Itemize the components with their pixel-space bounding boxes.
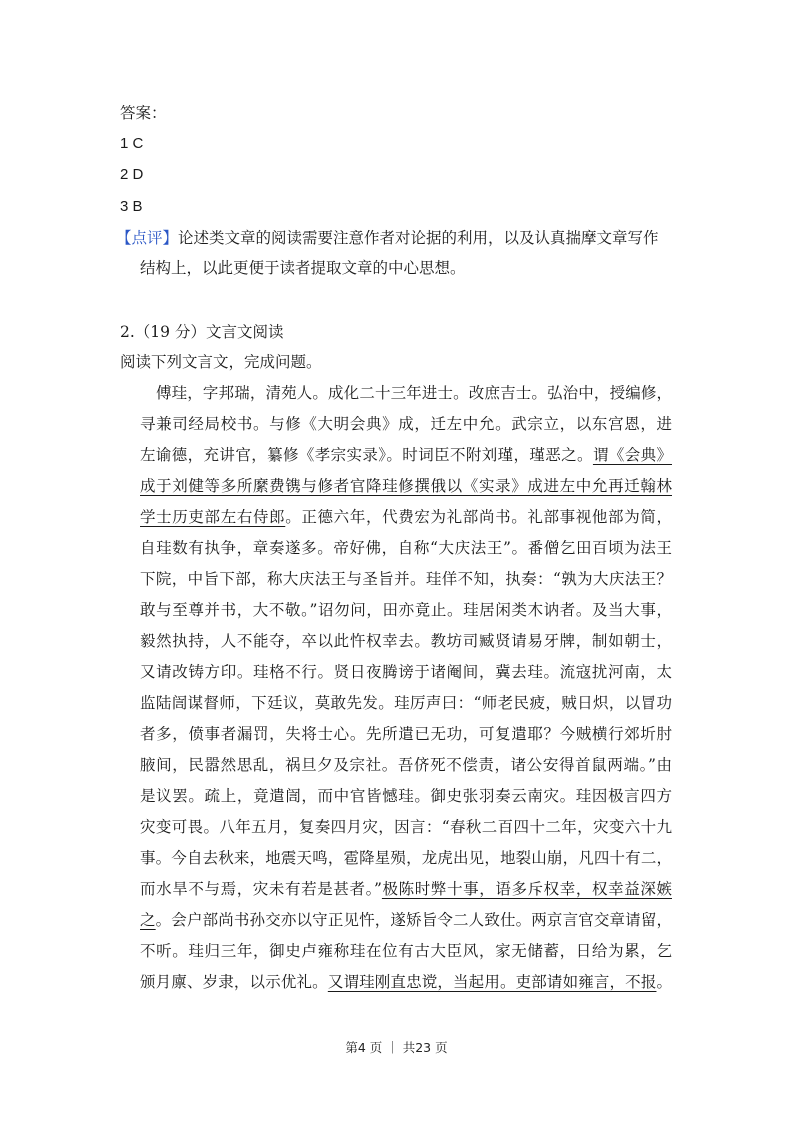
page-footer: 第4 页 ｜ 共23 页	[345, 1040, 448, 1055]
passage-line	[140, 445, 672, 465]
question-instruction: 阅读下列文言文，完成问题。	[120, 353, 322, 371]
passage-line: 者多，偾事者漏罚，失将士心。先所遣已无功，可复遣耶？今贼横行郊圻肘	[140, 725, 672, 743]
passage-line	[140, 972, 672, 992]
underlined-sentence: 之	[140, 911, 156, 929]
passage-line	[140, 879, 672, 899]
underlined-sentence: 学士历吏部左右侍郎	[140, 508, 286, 526]
passage-line: 寻兼司经局校书。与修《大明会典》成，迁左中允。武宗立，以东宫恩，进	[140, 415, 672, 433]
passage-line: 成于刘健等多所縻费镌与修者官降珪修撰俄以《实录》成进左中允再迁翰林	[140, 477, 672, 495]
answer-item-2: 2 D	[120, 166, 144, 183]
question-title: 2.（19 分）文言文阅读	[120, 323, 284, 341]
underlined-sentence: 又谓珪刚直忠谠，当起用。吏部请如雍言，不报	[327, 973, 657, 991]
answer-item-1: 1 C	[120, 135, 144, 152]
passage-text: 。正德六年，代费宏为礼部尚书。礼部事视他部为简，	[285, 508, 672, 526]
passage-line: 敢与至尊并书，大不敬。”诏勿问，田亦竟止。珪居闲类木讷者。及当大事，	[140, 601, 672, 619]
passage-line: 灾变可畏。八年五月，复奏四月灾，因言：“春秋二百四十二年，灾变六十九	[140, 818, 672, 836]
answer-item-3: 3 B	[120, 198, 143, 215]
passage-line: 监陆訚谋督师，下廷议，莫敢先发。珪厉声曰：“师老民疲，贼日炽，以冒功	[140, 694, 672, 712]
passage-line: 又请改铸方印。珪格不行。贤日夜腾谤于诸阉间，冀去珪。流寇扰河南，太	[140, 663, 672, 681]
passage-line: 不听。珪归三年，御史卢雍称珪在位有古大臣风，家无储蓄，日给为累，乞	[140, 942, 672, 960]
passage-text: 颁月廪、岁隶，以示优礼。	[140, 973, 328, 991]
passage-text: 而水旱不与焉，灾未有若是甚者。”	[140, 880, 382, 898]
passage-line	[140, 507, 672, 527]
review-text-1: 论述类文章的阅读需要注意作者对论据的利用，以及认真揣摩文章写作	[178, 229, 659, 247]
passage-line	[140, 910, 672, 930]
passage-line: 傅珪，字邦瑞，清苑人。成化二十三年进士。改庶吉士。弘治中，授编修，	[156, 384, 672, 402]
passage-line: 事。今自去秋来，地震天鸣，雹降星殒，龙虎出见，地裂山崩，凡四十有二，	[140, 849, 672, 867]
review-tag: 【点评】	[116, 229, 179, 247]
passage-line: 是议罢。疏上，竟遣訚，而中官皆憾珪。御史张羽奏云南灾。珪因极言四方	[140, 787, 672, 805]
underlined-sentence: 极陈时弊十事，语多斥权幸，权幸益深嫉	[381, 880, 672, 898]
passage-line: 自珪数有执争，章奏遂多。帝好佛，自称“大庆法王”。番僧乞田百顷为法王	[140, 539, 672, 557]
passage-line: 下院，中旨下部，称大庆法王与圣旨并。珪佯不知，执奏：“孰为大庆法王？	[140, 570, 672, 588]
underlined-sentence: 谓《会典》	[592, 446, 672, 464]
answers-heading: 答案：	[120, 104, 167, 122]
passage-line: 腋间，民嚣然思乱，祸旦夕及宗社。吾侪死不偿责，诸公安得首鼠两端。”由	[140, 756, 672, 774]
passage-line: 毅然执持，人不能夺，卒以此忤权幸去。教坊司臧贤请易牙牌，制如朝士，	[140, 632, 672, 650]
passage-text: 左谕德，充讲官，纂修《孝宗实录》。时词臣不附刘瑾，瑾恶之。	[140, 446, 593, 464]
passage-text: 。	[656, 973, 672, 991]
passage-text: 。会户部尚书孙交亦以守正见忤，遂矫旨令二人致仕。两京言官交章请留，	[155, 911, 672, 929]
review-line-1	[116, 228, 659, 248]
review-line-2: 结构上，以此更便于读者提取文章的中心思想。	[140, 259, 466, 277]
